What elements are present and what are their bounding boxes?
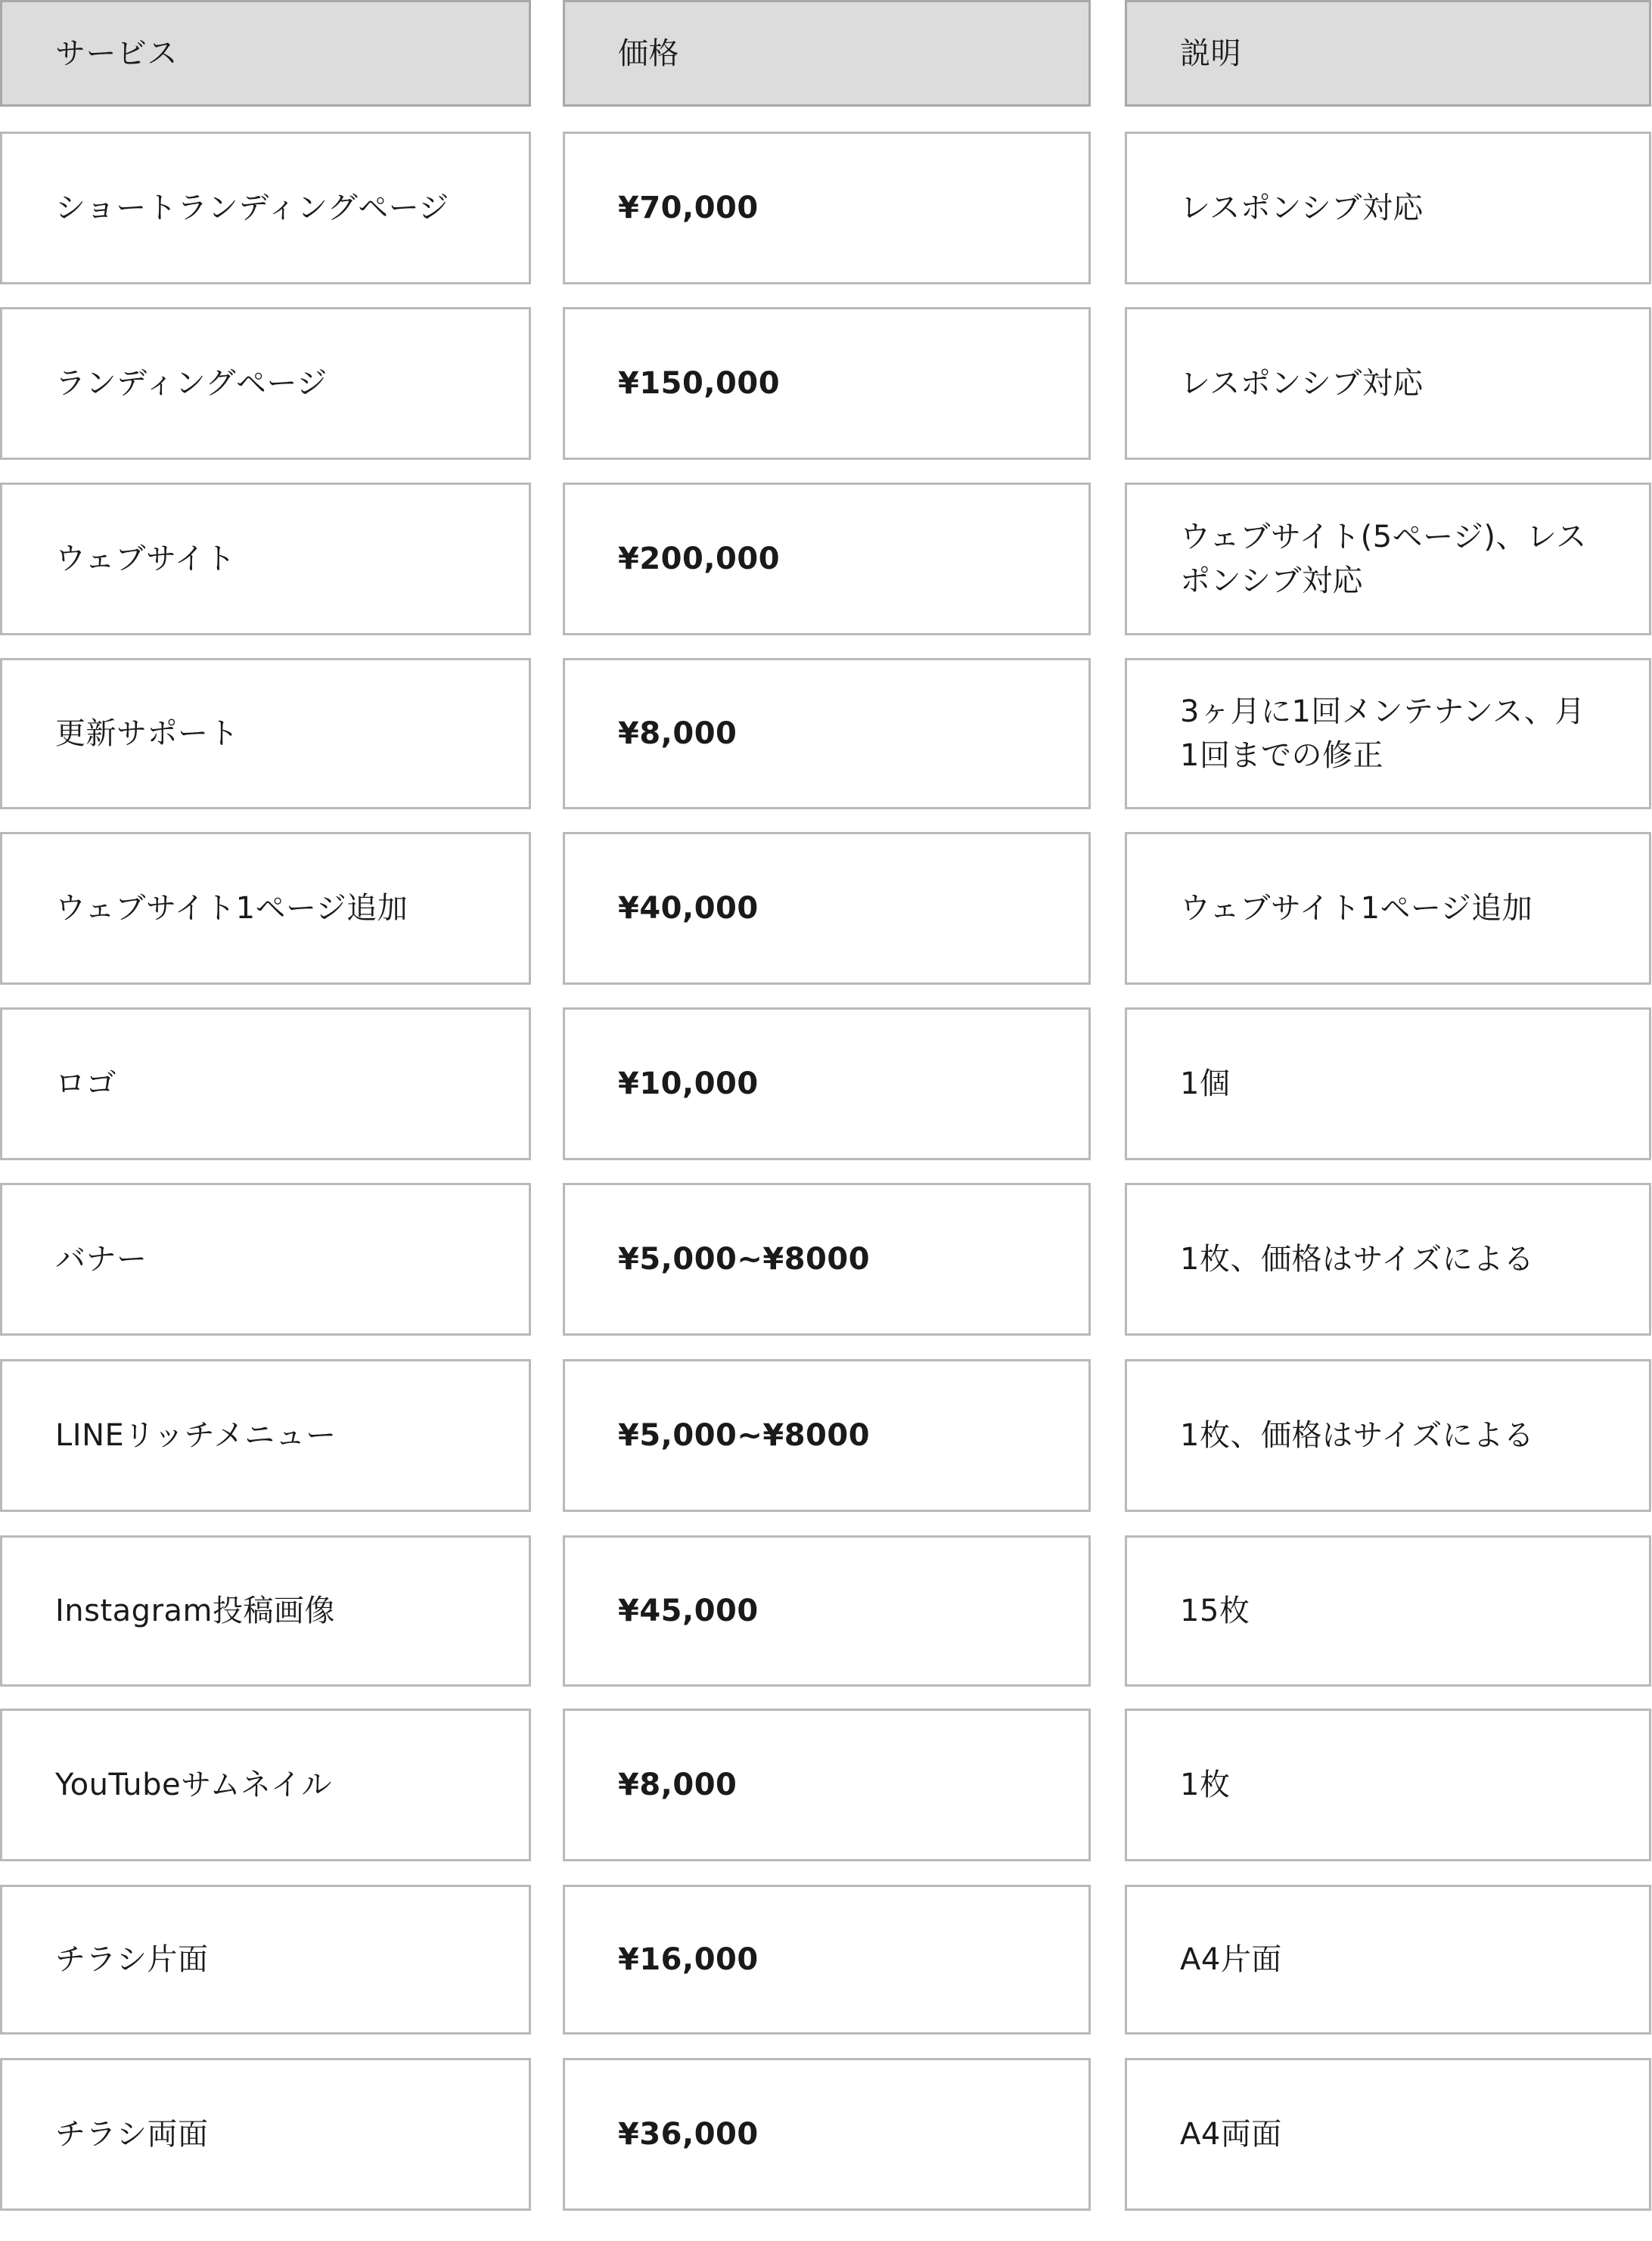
price-cell — [563, 2058, 1091, 2211]
table-row — [0, 1535, 1652, 1687]
price-cell — [563, 832, 1091, 985]
price-value: ¥10,000 — [618, 1066, 759, 1101]
price-value: ¥8,000 — [618, 716, 738, 751]
table-row — [0, 483, 1652, 635]
service-cell — [0, 1183, 531, 1336]
header-price-label: 価格 — [618, 36, 679, 71]
price-value: ¥45,000 — [618, 1594, 759, 1628]
table-row — [0, 658, 1652, 809]
price-value: ¥200,000 — [618, 542, 781, 576]
price-cell — [563, 658, 1091, 809]
service-cell — [0, 1359, 531, 1512]
description-cell — [1125, 1709, 1651, 1861]
price-cell — [563, 1535, 1091, 1687]
service-name: チラシ片面 — [55, 1942, 209, 1977]
service-name: 更新サポート — [55, 716, 239, 751]
service-cell — [0, 1709, 531, 1861]
description-cell — [1125, 832, 1651, 985]
description-text: A4両面 — [1180, 2117, 1282, 2152]
service-cell — [0, 1885, 531, 2035]
description-cell — [1125, 658, 1651, 809]
service-name: バナー — [55, 1242, 148, 1277]
price-cell — [563, 307, 1091, 460]
price-value: ¥16,000 — [618, 1942, 759, 1977]
description-cell — [1125, 2058, 1651, 2211]
service-cell — [0, 307, 531, 460]
service-name: ウェブサイト1ページ追加 — [55, 891, 408, 926]
price-value: ¥40,000 — [618, 891, 759, 926]
service-name: YouTubeサムネイル — [55, 1768, 332, 1802]
service-name: チラシ両面 — [55, 2117, 209, 2152]
service-cell — [0, 132, 531, 284]
service-cell — [0, 483, 531, 635]
table-row — [0, 832, 1652, 985]
description-text: ウェブサイト(5ページ)、レスポンシブ対応 — [1180, 520, 1587, 598]
header-service-label: サービス — [55, 36, 178, 71]
price-value: ¥70,000 — [618, 191, 759, 225]
price-cell — [563, 1885, 1091, 2035]
service-name: Instagram投稿画像 — [55, 1594, 335, 1628]
table-header-row — [0, 0, 1652, 107]
table-row — [0, 1885, 1652, 2035]
table-row — [0, 307, 1652, 460]
description-text: 15枚 — [1180, 1594, 1250, 1628]
description-text: ウェブサイト1ページ追加 — [1180, 891, 1533, 926]
table-row — [0, 1183, 1652, 1336]
table-row — [0, 1359, 1652, 1512]
description-cell — [1125, 307, 1651, 460]
price-value: ¥5,000~¥8000 — [618, 1242, 871, 1277]
description-text: レスポンシブ対応 — [1180, 366, 1424, 401]
service-name: ランディングページ — [55, 366, 328, 401]
description-cell — [1125, 1885, 1651, 2035]
service-name: LINEリッチメニュー — [55, 1418, 337, 1453]
service-cell — [0, 658, 531, 809]
service-name: ロゴ — [55, 1066, 116, 1101]
description-text: 1個 — [1180, 1066, 1231, 1101]
price-value: ¥5,000~¥8000 — [618, 1418, 871, 1453]
description-cell — [1125, 1535, 1651, 1687]
description-cell — [1125, 1007, 1651, 1160]
description-text: 1枚、価格はサイズによる — [1180, 1418, 1535, 1453]
service-cell — [0, 2058, 531, 2211]
price-value: ¥8,000 — [618, 1768, 738, 1802]
description-text: 1枚 — [1180, 1768, 1231, 1802]
header-description — [1125, 0, 1651, 107]
description-cell — [1125, 132, 1651, 284]
description-cell — [1125, 1359, 1651, 1512]
table-row — [0, 132, 1652, 284]
service-cell — [0, 832, 531, 985]
price-cell — [563, 1359, 1091, 1512]
price-cell — [563, 132, 1091, 284]
price-cell — [563, 1183, 1091, 1336]
header-description-label: 説明 — [1180, 36, 1241, 71]
description-cell — [1125, 1183, 1651, 1336]
table-row — [0, 2058, 1652, 2211]
service-name: ショートランディングページ — [55, 191, 449, 225]
description-text: 3ヶ月に1回メンテナンス、月1回までの修正 — [1180, 694, 1585, 773]
description-text: A4片面 — [1180, 1942, 1282, 1977]
service-cell — [0, 1535, 531, 1687]
description-cell — [1125, 483, 1651, 635]
price-value: ¥36,000 — [618, 2117, 759, 2152]
price-cell — [563, 483, 1091, 635]
table-row — [0, 1007, 1652, 1160]
service-cell — [0, 1007, 531, 1160]
description-text: レスポンシブ対応 — [1180, 191, 1424, 225]
price-cell — [563, 1007, 1091, 1160]
price-cell — [563, 1709, 1091, 1861]
service-name: ウェブサイト — [55, 542, 236, 576]
price-value: ¥150,000 — [618, 366, 781, 401]
table-row — [0, 1709, 1652, 1861]
header-service — [0, 0, 531, 107]
description-text: 1枚、価格はサイズによる — [1180, 1242, 1535, 1277]
header-price — [563, 0, 1091, 107]
